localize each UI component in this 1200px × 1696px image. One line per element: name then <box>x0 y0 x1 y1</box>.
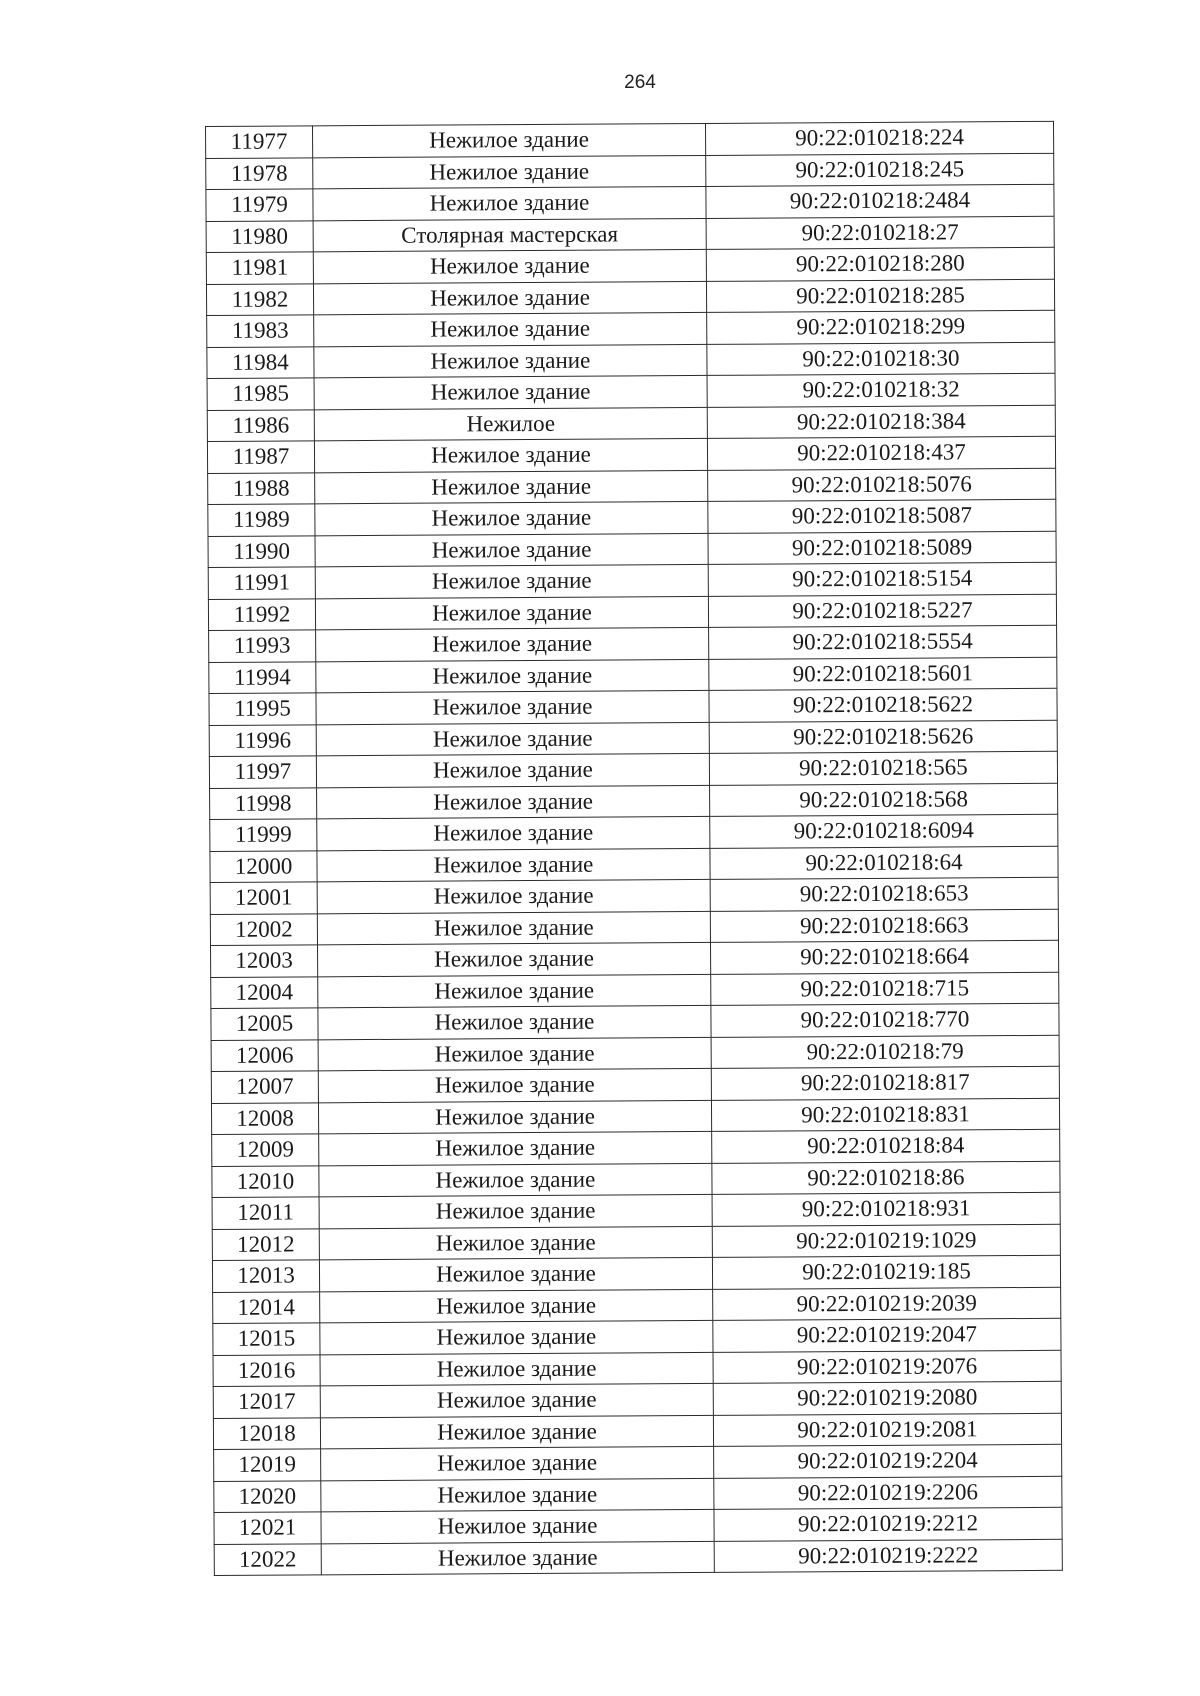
object-name-cell: Нежилое здание <box>319 1163 712 1197</box>
cadastral-number-cell: 90:22:010218:565 <box>709 751 1057 785</box>
table-row <box>211 1066 1059 1103</box>
cadastral-number-cell: 90:22:010218:64 <box>710 846 1058 880</box>
row-number-cell: 11979 <box>206 189 313 221</box>
object-name-cell: Нежилое здание <box>321 1478 714 1512</box>
cadastral-number-cell: 90:22:010218:280 <box>706 247 1054 281</box>
object-name-cell: Нежилое здание <box>318 942 711 976</box>
object-name-cell: Нежилое здание <box>318 1037 711 1071</box>
cadastral-number-cell: 90:22:010218:5154 <box>708 562 1056 596</box>
table-row <box>206 279 1054 316</box>
table-row <box>214 1507 1062 1544</box>
object-name-cell: Нежилое здание <box>320 1320 713 1354</box>
object-name-cell: Столярная мастерская <box>313 218 706 252</box>
table-row <box>207 310 1055 347</box>
row-number-cell: 12015 <box>213 1323 320 1355</box>
cadastral-number-cell: 90:22:010218:30 <box>707 342 1055 376</box>
row-number-cell: 11999 <box>210 819 317 851</box>
cadastral-number-cell: 90:22:010218:32 <box>707 373 1055 407</box>
cadastral-number-cell: 90:22:010219:2047 <box>713 1318 1061 1352</box>
table-row <box>212 1129 1060 1166</box>
table-row <box>211 1098 1059 1135</box>
cadastral-number-cell: 90:22:010218:5622 <box>709 688 1057 722</box>
cadastral-number-cell: 90:22:010218:5089 <box>708 531 1056 565</box>
cadastral-number-cell: 90:22:010219:1029 <box>712 1224 1060 1258</box>
row-number-cell: 11981 <box>206 252 313 284</box>
cadastral-number-cell: 90:22:010218:79 <box>711 1035 1059 1069</box>
row-number-cell: 12013 <box>212 1260 319 1292</box>
object-name-cell: Нежилое здание <box>318 1100 711 1134</box>
object-name-cell: Нежилое здание <box>313 186 706 220</box>
row-number-cell: 12017 <box>213 1386 320 1418</box>
object-name-cell: Нежилое здание <box>313 249 706 283</box>
table-row <box>209 625 1057 662</box>
row-number-cell: 11984 <box>207 346 314 378</box>
row-number-cell: 12008 <box>211 1102 318 1134</box>
table-row <box>210 909 1058 946</box>
cadastral-number-cell: 90:22:010219:2206 <box>714 1476 1062 1510</box>
object-name-cell: Нежилое здание <box>314 438 707 472</box>
table-row <box>211 1003 1059 1040</box>
object-name-cell: Нежилое здание <box>315 596 708 630</box>
table-row <box>210 814 1058 851</box>
table-row <box>212 1161 1060 1198</box>
property-table <box>205 121 1063 1576</box>
table-row <box>213 1287 1061 1324</box>
object-name-cell: Нежилое здание <box>314 344 707 378</box>
row-number-cell: 12002 <box>210 913 317 945</box>
object-name-cell: Нежилое здание <box>313 281 706 315</box>
row-number-cell: 11998 <box>210 787 317 819</box>
object-name-cell: Нежилое здание <box>315 501 708 535</box>
row-number-cell: 12019 <box>214 1449 321 1481</box>
row-number-cell: 11985 <box>207 378 314 410</box>
object-name-cell: Нежилое здание <box>321 1509 714 1543</box>
cadastral-number-cell: 90:22:010218:568 <box>710 783 1058 817</box>
row-number-cell: 11986 <box>207 409 314 441</box>
object-name-cell: Нежилое <box>314 407 707 441</box>
table-row <box>209 657 1057 694</box>
cadastral-number-cell: 90:22:010218:6094 <box>710 814 1058 848</box>
cadastral-number-cell: 90:22:010218:2484 <box>706 184 1054 218</box>
cadastral-number-cell: 90:22:010219:2076 <box>713 1350 1061 1384</box>
row-number-cell: 12006 <box>211 1039 318 1071</box>
table-row <box>209 751 1057 788</box>
table-row <box>208 468 1056 505</box>
table-row <box>211 972 1059 1009</box>
object-name-cell: Нежилое здание <box>316 722 709 756</box>
cadastral-number-cell: 90:22:010219:2039 <box>713 1287 1061 1321</box>
cadastral-number-cell: 90:22:010218:663 <box>710 909 1058 943</box>
cadastral-number-cell: 90:22:010218:27 <box>706 216 1054 250</box>
row-number-cell: 11980 <box>206 220 313 252</box>
object-name-cell: Нежилое здание <box>319 1131 712 1165</box>
table-row <box>212 1255 1060 1292</box>
object-name-cell: Нежилое здание <box>319 1226 712 1260</box>
row-number-cell: 12016 <box>213 1354 320 1386</box>
cadastral-number-cell: 90:22:010218:931 <box>712 1192 1060 1226</box>
table-row <box>207 405 1055 442</box>
cadastral-number-cell: 90:22:010218:86 <box>712 1161 1060 1195</box>
cadastral-number-cell: 90:22:010218:770 <box>711 1003 1059 1037</box>
cadastral-number-cell: 90:22:010218:5601 <box>709 657 1057 691</box>
row-number-cell: 12007 <box>211 1071 318 1103</box>
table-row <box>208 531 1056 568</box>
table-row <box>213 1413 1061 1450</box>
object-name-cell: Нежилое здание <box>313 123 706 157</box>
object-name-cell: Нежилое здание <box>314 375 707 409</box>
cadastral-number-cell: 90:22:010218:5626 <box>709 720 1057 754</box>
row-number-cell: 11989 <box>208 504 315 536</box>
table-row <box>212 1224 1060 1261</box>
row-number-cell: 12000 <box>210 850 317 882</box>
table-row <box>214 1539 1062 1576</box>
object-name-cell: Нежилое здание <box>320 1383 713 1417</box>
table-row <box>206 153 1054 190</box>
cadastral-number-cell: 90:22:010218:715 <box>711 972 1059 1006</box>
row-number-cell: 11991 <box>208 567 315 599</box>
row-number-cell: 11995 <box>209 693 316 725</box>
object-name-cell: Нежилое здание <box>321 1541 714 1575</box>
object-name-cell: Нежилое здание <box>316 690 709 724</box>
object-name-cell: Нежилое здание <box>315 564 708 598</box>
object-name-cell: Нежилое здание <box>317 879 710 913</box>
row-number-cell: 12014 <box>213 1291 320 1323</box>
row-number-cell: 12011 <box>212 1197 319 1229</box>
cadastral-number-cell: 90:22:010218:84 <box>712 1129 1060 1163</box>
object-name-cell: Нежилое здание <box>318 1005 711 1039</box>
row-number-cell: 11987 <box>207 441 314 473</box>
row-number-cell: 12020 <box>214 1480 321 1512</box>
row-number-cell: 11977 <box>206 126 313 158</box>
table-row <box>213 1318 1061 1355</box>
object-name-cell: Нежилое здание <box>319 1194 712 1228</box>
cadastral-number-cell: 90:22:010219:185 <box>712 1255 1060 1289</box>
row-number-cell: 11993 <box>209 630 316 662</box>
cadastral-number-cell: 90:22:010219:2204 <box>714 1444 1062 1478</box>
cadastral-number-cell: 90:22:010218:299 <box>707 310 1055 344</box>
row-number-cell: 12018 <box>213 1417 320 1449</box>
object-name-cell: Нежилое здание <box>315 470 708 504</box>
table-row <box>208 562 1056 599</box>
object-name-cell: Нежилое здание <box>315 533 708 567</box>
table-row <box>206 121 1054 158</box>
table-row <box>213 1381 1061 1418</box>
table-row <box>211 940 1059 977</box>
row-number-cell: 12022 <box>214 1543 321 1575</box>
table-row <box>207 373 1055 410</box>
cadastral-number-cell: 90:22:010218:817 <box>711 1066 1059 1100</box>
row-number-cell: 12005 <box>211 1008 318 1040</box>
row-number-cell: 11997 <box>209 756 316 788</box>
table-row <box>208 594 1056 631</box>
object-name-cell: Нежилое здание <box>318 974 711 1008</box>
table-row <box>208 499 1056 536</box>
object-name-cell: Нежилое здание <box>316 659 709 693</box>
cadastral-number-cell: 90:22:010219:2222 <box>714 1539 1062 1573</box>
object-name-cell: Нежилое здание <box>316 627 709 661</box>
cadastral-number-cell: 90:22:010219:2212 <box>714 1507 1062 1541</box>
cadastral-number-cell: 90:22:010218:5076 <box>708 468 1056 502</box>
row-number-cell: 11982 <box>206 283 313 315</box>
page-number: 264 <box>624 72 656 93</box>
table-row <box>209 720 1057 757</box>
cadastral-number-cell: 90:22:010218:437 <box>707 436 1055 470</box>
table-row <box>214 1476 1062 1513</box>
object-name-cell: Нежилое здание <box>320 1415 713 1449</box>
table-row <box>206 184 1054 221</box>
object-name-cell: Нежилое здание <box>317 911 710 945</box>
object-name-cell: Нежилое здание <box>313 155 706 189</box>
cadastral-number-cell: 90:22:010218:245 <box>706 153 1054 187</box>
object-name-cell: Нежилое здание <box>320 1289 713 1323</box>
cadastral-number-cell: 90:22:010218:224 <box>705 121 1053 155</box>
object-name-cell: Нежилое здание <box>318 1068 711 1102</box>
cadastral-number-cell: 90:22:010218:831 <box>711 1098 1059 1132</box>
property-table-container <box>205 121 1062 1576</box>
object-name-cell: Нежилое здание <box>314 312 707 346</box>
table-row <box>206 247 1054 284</box>
table-row <box>210 877 1058 914</box>
table-row <box>210 846 1058 883</box>
row-number-cell: 11994 <box>209 661 316 693</box>
table-row <box>206 216 1054 253</box>
row-number-cell: 12012 <box>212 1228 319 1260</box>
row-number-cell: 12003 <box>211 945 318 977</box>
table-row <box>209 688 1057 725</box>
cadastral-number-cell: 90:22:010218:664 <box>710 940 1058 974</box>
row-number-cell: 11990 <box>208 535 315 567</box>
row-number-cell: 11992 <box>208 598 315 630</box>
table-row <box>212 1192 1060 1229</box>
cadastral-number-cell: 90:22:010218:384 <box>707 405 1055 439</box>
cadastral-number-cell: 90:22:010218:653 <box>710 877 1058 911</box>
cadastral-number-cell: 90:22:010218:5554 <box>709 625 1057 659</box>
cadastral-number-cell: 90:22:010219:2080 <box>713 1381 1061 1415</box>
row-number-cell: 12004 <box>211 976 318 1008</box>
table-row <box>213 1350 1061 1387</box>
cadastral-number-cell: 90:22:010218:5087 <box>708 499 1056 533</box>
table-row <box>210 783 1058 820</box>
row-number-cell: 11978 <box>206 157 313 189</box>
row-number-cell: 11983 <box>207 315 314 347</box>
object-name-cell: Нежилое здание <box>320 1352 713 1386</box>
row-number-cell: 12001 <box>210 882 317 914</box>
table-row <box>214 1444 1062 1481</box>
object-name-cell: Нежилое здание <box>321 1446 714 1480</box>
object-name-cell: Нежилое здание <box>316 753 709 787</box>
table-row <box>211 1035 1059 1072</box>
table-row <box>207 342 1055 379</box>
object-name-cell: Нежилое здание <box>317 816 710 850</box>
table-row <box>207 436 1055 473</box>
row-number-cell: 12010 <box>212 1165 319 1197</box>
object-name-cell: Нежилое здание <box>317 848 710 882</box>
cadastral-number-cell: 90:22:010218:5227 <box>708 594 1056 628</box>
object-name-cell: Нежилое здание <box>317 785 710 819</box>
row-number-cell: 11996 <box>209 724 316 756</box>
cadastral-number-cell: 90:22:010218:285 <box>706 279 1054 313</box>
table-body <box>206 121 1063 1575</box>
row-number-cell: 11988 <box>208 472 315 504</box>
cadastral-number-cell: 90:22:010219:2081 <box>713 1413 1061 1447</box>
row-number-cell: 12009 <box>212 1134 319 1166</box>
row-number-cell: 12021 <box>214 1512 321 1544</box>
object-name-cell: Нежилое здание <box>319 1257 712 1291</box>
